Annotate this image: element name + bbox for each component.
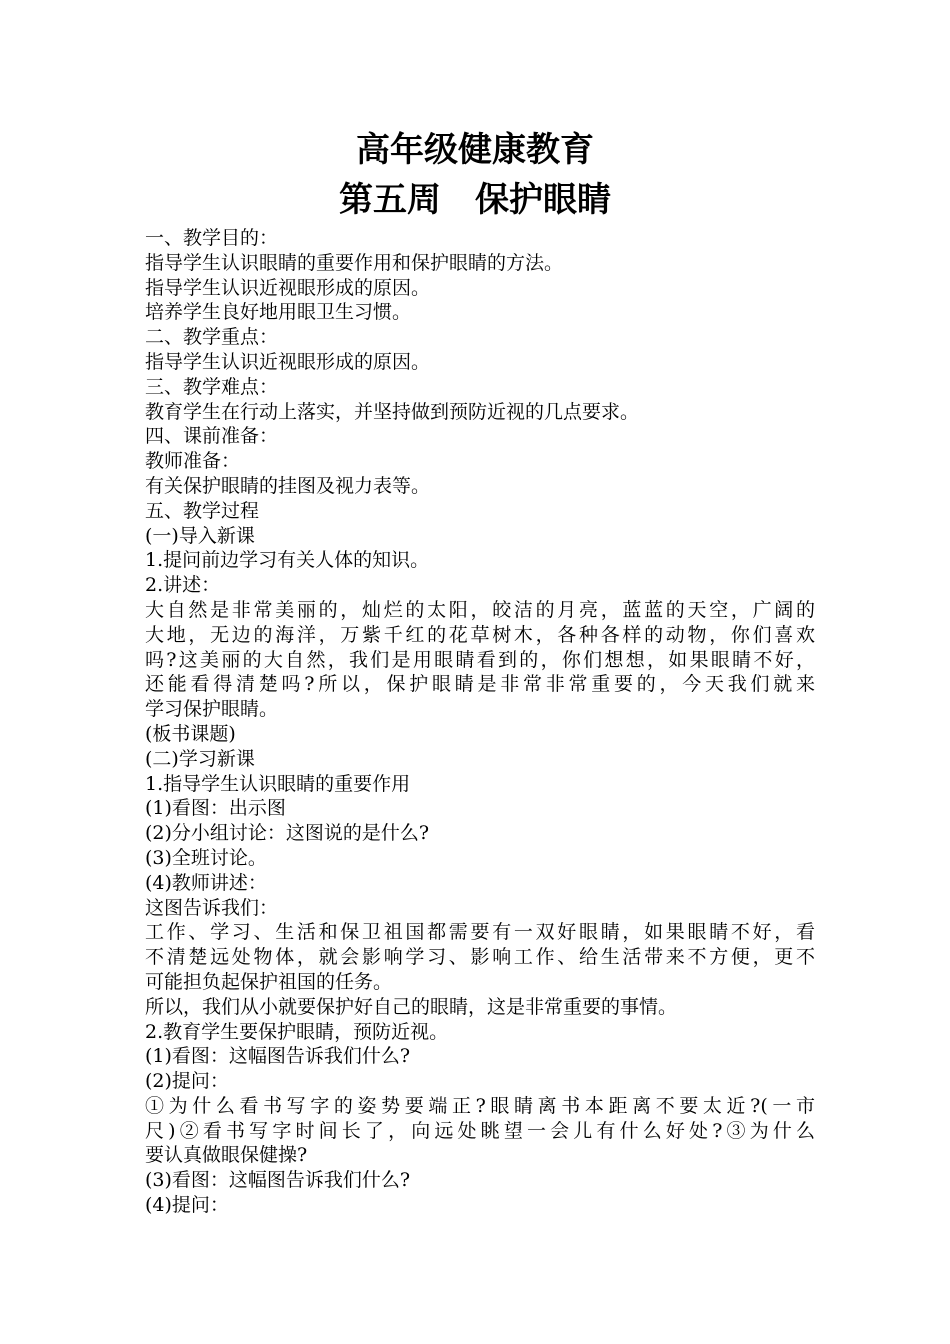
body-line: 一、教学目的： bbox=[145, 227, 279, 249]
body-line: 吗?这美丽的大自然，我们是用眼睛看到的，你们想想，如果眼睛不好， bbox=[145, 648, 815, 671]
body-line: 指导学生认识近视眼形成的原因。 bbox=[145, 350, 431, 373]
document-subtitle: 第五周 保护眼睛 bbox=[339, 180, 611, 220]
body-line: 大地，无边的海洋，万紫千红的花草树木，各种各样的动物，你们喜欢 bbox=[145, 623, 815, 646]
body-line: (3)看图：这幅图告诉我们什么? bbox=[145, 1169, 411, 1192]
body-line: 大自然是非常美丽的，灿烂的太阳，皎洁的月亮，蓝蓝的天空，广阔的 bbox=[145, 598, 815, 621]
body-line: 不清楚远处物体，就会影响学习、影响工作、给生活带来不方便，更不 bbox=[145, 946, 815, 969]
body-line: 指导学生认识眼睛的重要作用和保护眼睛的方法。 bbox=[145, 251, 564, 274]
document-title: 高年级健康教育 bbox=[356, 130, 594, 170]
body-line: (2)提问： bbox=[145, 1070, 229, 1093]
body-line: 五、教学过程 bbox=[145, 499, 260, 522]
body-line: 三、教学难点： bbox=[145, 375, 279, 398]
body-line: (2)分小组讨论：这图说的是什么? bbox=[145, 822, 430, 845]
body-line: (一)导入新课 bbox=[145, 524, 255, 547]
body-line: 可能担负起保护祖国的任务。 bbox=[145, 970, 393, 993]
body-line: 有关保护眼睛的挂图及视力表等。 bbox=[145, 474, 431, 497]
body-line: (二)学习新课 bbox=[145, 747, 255, 770]
body-line: 这图告诉我们： bbox=[145, 896, 279, 919]
body-line: 还能看得清楚吗?所以，保护眼睛是非常非常重要的，今天我们就来 bbox=[145, 673, 815, 696]
document-body bbox=[145, 226, 815, 1218]
body-line: (3)全班讨论。 bbox=[145, 846, 267, 869]
body-line: 工作、学习、生活和保卫祖国都需要有一双好眼睛，如果眼睛不好，看 bbox=[145, 921, 815, 944]
body-line: 2.讲述： bbox=[145, 574, 221, 597]
body-line: 所以，我们从小就要保护好自己的眼睛，这是非常重要的事情。 bbox=[145, 995, 678, 1018]
body-line: 尺)②看书写字时间长了，向远处眺望一会儿有什么好处?③为什么 bbox=[145, 1119, 815, 1142]
body-line: 教师准备： bbox=[145, 450, 241, 473]
body-line: (板书课题) bbox=[145, 722, 236, 745]
body-line: 要认真做眼保健操? bbox=[145, 1144, 308, 1167]
body-line: 四、课前准备： bbox=[145, 425, 279, 448]
body-line: (1)看图：出示图 bbox=[145, 797, 286, 820]
body-line: (1)看图：这幅图告诉我们什么? bbox=[145, 1045, 411, 1068]
body-line: 1.指导学生认识眼睛的重要作用 bbox=[145, 772, 411, 795]
body-line: 2.教育学生要保护眼睛，预防近视。 bbox=[145, 1020, 449, 1043]
body-line: 二、教学重点： bbox=[145, 326, 279, 349]
body-line: 1.提问前边学习有关人体的知识。 bbox=[145, 549, 430, 572]
body-line: 指导学生认识近视眼形成的原因。 bbox=[145, 276, 431, 299]
body-line: 教育学生在行动上落实，并坚持做到预防近视的几点要求。 bbox=[145, 400, 640, 423]
body-line: (4)教师讲述： bbox=[145, 871, 267, 894]
body-line: (4)提问： bbox=[145, 1194, 229, 1217]
body-line: 学习保护眼睛。 bbox=[145, 698, 279, 721]
body-line: 培养学生良好地用眼卫生习惯。 bbox=[145, 301, 412, 324]
body-line: ①为什么看书写字的姿势要端正?眼睛离书本距离不要太近?(一市 bbox=[145, 1094, 815, 1117]
